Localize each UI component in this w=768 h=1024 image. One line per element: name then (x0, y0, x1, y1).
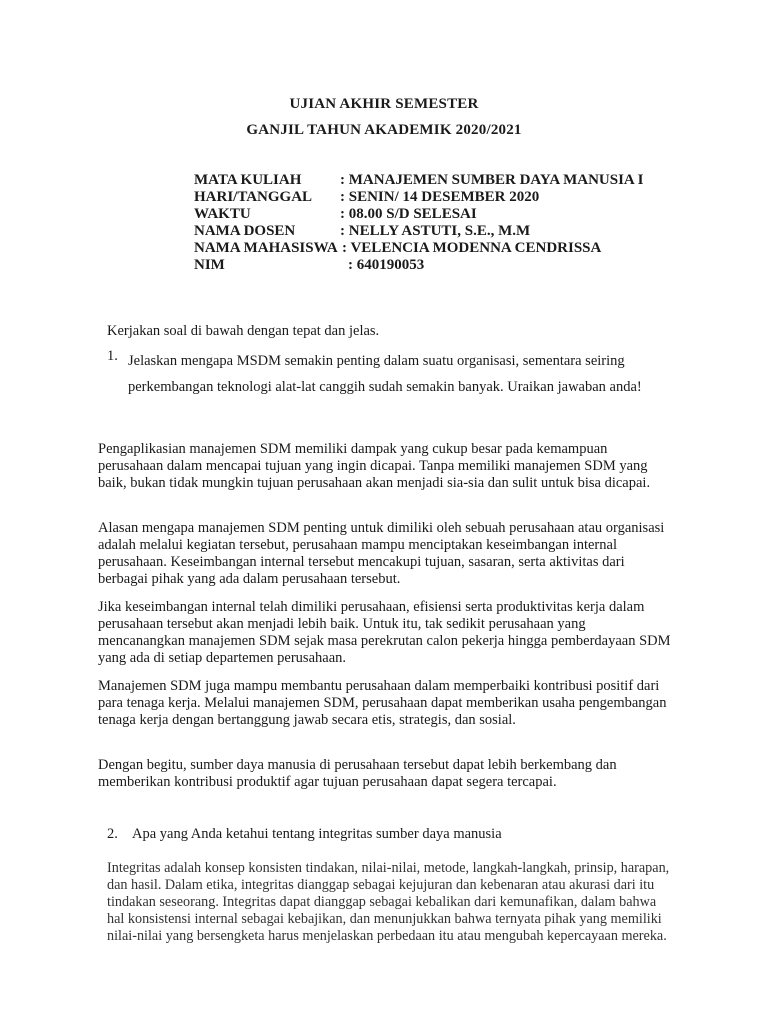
answer-paragraph: Dengan begitu, sumber daya manusia di perusahaan tersebut dapat lebih berkembang dan memberikan kontribusi produktif agar tujuan perusahaan dapat segera tercapai. (98, 757, 617, 790)
answer-paragraph: Alasan mengapa manajemen SDM penting untuk dimiliki oleh sebuah perusahaan atau organisasi adalah melalui kegiatan tersebut, perusahaan mampu menciptakan keseimbangan internal perusahaan. Keseimbangan internal tersebut mencakupi tujuan, sasaran, serta aktivitas dari berbagai pihak yang ada dalam perusahaan tersebut. (98, 520, 665, 587)
info-value: : NELLY ASTUTI, S.E., M.M (340, 223, 531, 239)
info-value: : 640190053 (348, 257, 425, 273)
exam-subtitle: GANJIL TAHUN AKADEMIK 2020/2021 (246, 122, 522, 138)
answer-2-paragraph: Integritas adalah konsep konsisten tindakan, nilai-nilai, metode, langkah-langkah, prinsip, harapan, dan hasil. Dalam etika, integritas dianggap sebagai kejujuran dan kebenaran atau akurasi dari itu tindakan seseorang. Integritas dapat dianggap sebagai kebalikan dari kemunafikan, dalam bahwa hal konsistensi internal sebagai kebajikan, dan menunjukkan bahwa ternyata pihak yang memiliki nilai-nilai yang bersengketa harus menjelaskan perbedaan itu atau mengubah kepercayaan mereka. (107, 860, 670, 944)
answer-paragraph: Manajemen SDM juga mampu membantu perusahaan dalam memperbaiki kontribusi positif dari para tenaga kerja. Melalui manajemen SDM, perusahaan dapat memberikan usaha pengembangan tenaga kerja dengan bertanggung jawab secara etis, strategis, dan sosial. (98, 678, 667, 728)
info-label: NIM (194, 257, 225, 273)
instruction-text: Kerjakan soal di bawah dengan tepat dan jelas. (107, 323, 380, 339)
question-text: Jelaskan mengapa MSDM semakin penting dalam suatu organisasi, sementara seiring perkembangan teknologi alat-lat canggih sudah semakin banyak. Uraikan jawaban anda! (128, 353, 642, 395)
question-number: 1. (107, 348, 118, 364)
exam-title: UJIAN AKHIR SEMESTER (289, 96, 479, 112)
info-value: : 08.00 S/D SELESAI (340, 206, 477, 222)
answer-paragraph: Jika keseimbangan internal telah dimiliki perusahaan, efisiensi serta produktivitas kerja dalam perusahaan tersebut akan menjadi lebih baik. Untuk itu, tak sedikit perusahaan yang mencanangkan manajemen SDM sejak masa perekrutan calon pekerja hingga pemberdayaan SDM yang ada di setiap departemen perusahaan. (98, 599, 671, 666)
answer-paragraph: Pengaplikasian manajemen SDM memiliki dampak yang cukup besar pada kemampuan perusahaan dalam mencapai tujuan yang ingin dicapai. Tanpa memiliki manajemen SDM yang baik, bukan tidak mungkin tujuan perusahaan akan menjadi sia-sia dan sulit untuk bisa dicapai. (98, 441, 651, 491)
question-number: 2. (107, 826, 118, 842)
info-label: WAKTU (194, 206, 251, 222)
info-value: : SENIN/ 14 DESEMBER 2020 (340, 189, 540, 205)
info-label: HARI/TANGGAL (194, 189, 313, 205)
question-text: Apa yang Anda ketahui tentang integritas sumber daya manusia (132, 826, 502, 842)
info-value: : MANAJEMEN SUMBER DAYA MANUSIA I (340, 172, 644, 188)
info-label: MATA KULIAH (194, 172, 302, 188)
info-label: NAMA DOSEN (194, 223, 296, 239)
info-label: NAMA MAHASISWA (194, 240, 338, 256)
info-value: : VELENCIA MODENNA CENDRISSA (342, 240, 602, 256)
